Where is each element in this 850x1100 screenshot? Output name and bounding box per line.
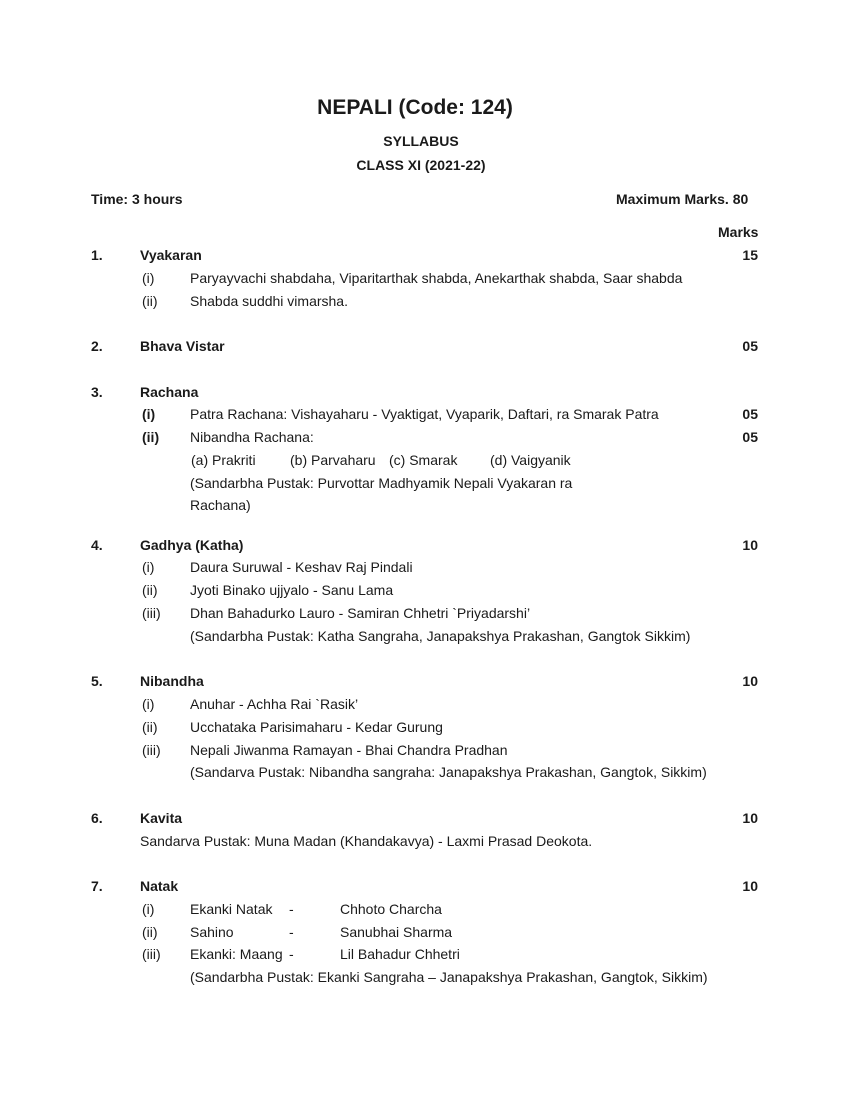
section-number: 2. [91,338,103,354]
item-text: Dhan Bahadurko Lauro - Samiran Chhetri `Priyadarshi’ [190,605,531,621]
item-text: Paryayvachi shabdaha, Viparitarthak shabda, Anekarthak shabda, Saar shabda [190,270,683,286]
time-label: Time: 3 hours [91,191,183,207]
item-label: (i) [142,270,155,286]
item-dash: - [289,946,294,962]
section-title: Rachana [140,384,199,400]
section-marks: 10 [742,810,758,826]
section-title: Vyakaran [140,247,202,263]
section-title: Bhava Vistar [140,338,225,354]
item-text: Patra Rachana: Vishayaharu - Vyaktigat, Vyaparik, Daftari, ra Smarak Patra [190,406,659,422]
reference-text: (Sandarbha Pustak: Katha Sangraha, Janapakshya Prakashan, Gangtok Sikkim) [190,628,691,644]
section-title: Kavita [140,810,183,826]
reference-text: Sandarva Pustak: Muna Madan (Khandakavya) - Laxmi Prasad Deokota. [140,833,593,849]
item-marks: 05 [742,406,758,422]
item-dash: - [289,901,294,917]
reference-text: (Sandarva Pustak: Nibandha sangraha: Janapakshya Prakashan, Gangtok, Sikkim) [190,764,707,780]
item-text: Ucchataka Parisimaharu - Kedar Gurung [190,719,443,735]
item-label: (iii) [142,946,161,962]
section-number: 1. [91,247,103,263]
section-marks: 05 [742,338,758,354]
item-name: Ekanki Natak [190,901,273,917]
item-marks: 05 [742,429,758,445]
section-marks: 15 [742,247,758,263]
section-title: Natak [140,878,179,894]
option-c: (c) Smarak [389,452,458,468]
section-number: 3. [91,384,103,400]
item-label: (ii) [142,719,158,735]
section-marks: 10 [742,878,758,894]
item-label: (i) [142,901,155,917]
item-label: (iii) [142,742,161,758]
item-name: Ekanki: Maang [190,946,283,962]
item-label: (iii) [142,605,161,621]
section-number: 6. [91,810,103,826]
section-number: 7. [91,878,103,894]
reference-text: Rachana) [190,497,251,513]
item-label: (ii) [142,293,158,309]
section-number: 4. [91,537,103,553]
marks-column-heading: Marks [718,224,759,240]
item-author: Lil Bahadur Chhetri [340,946,460,962]
option-a: (a) Prakriti [191,452,256,468]
option-d: (d) Vaigyanik [490,452,571,468]
item-text: Shabda suddhi vimarsha. [190,293,348,309]
item-text: Nibandha Rachana: [190,429,314,445]
item-author: Chhoto Charcha [340,901,442,917]
reference-text: (Sandarbha Pustak: Ekanki Sangraha – Janapakshya Prakashan, Gangtok, Sikkim) [190,969,708,985]
item-dash: - [289,924,294,940]
item-label: (i) [142,696,155,712]
section-marks: 10 [742,537,758,553]
item-author: Sanubhai Sharma [340,924,453,940]
class-heading: CLASS XI (2021-22) [356,157,486,173]
section-marks: 10 [742,673,758,689]
item-label: (ii) [142,582,158,598]
section-title: Nibandha [140,673,204,689]
item-text: Jyoti Binako ujjyalo - Sanu Lama [190,582,394,598]
item-text: Anuhar - Achha Rai `Rasik’ [190,696,359,712]
item-label: (ii) [142,429,160,445]
item-text: Nepali Jiwanma Ramayan - Bhai Chandra Pradhan [190,742,508,758]
max-marks-label: Maximum Marks. 80 [616,191,749,207]
section-number: 5. [91,673,103,689]
option-b: (b) Parvaharu [290,452,376,468]
item-label: (ii) [142,924,158,940]
reference-text: (Sandarbha Pustak: Purvottar Madhyamik Nepali Vyakaran ra [190,475,573,491]
section-title: Gadhya (Katha) [140,537,244,553]
syllabus-heading: SYLLABUS [383,133,459,149]
item-text: Daura Suruwal - Keshav Raj Pindali [190,559,413,575]
item-name: Sahino [190,924,234,940]
item-label: (i) [142,559,155,575]
item-label: (i) [142,406,156,422]
page-title: NEPALI (Code: 124) [317,96,513,119]
